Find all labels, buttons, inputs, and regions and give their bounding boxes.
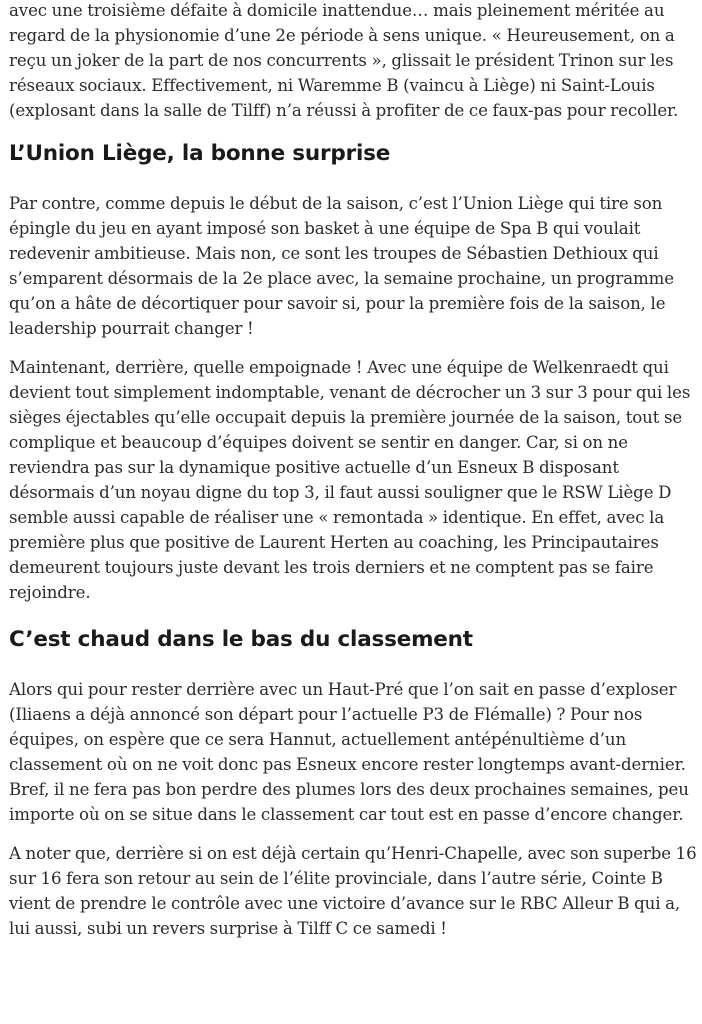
section-heading: L’Union Liège, la bonne surprise [9, 141, 391, 166]
section-heading: C’est chaud dans le bas du classement [9, 627, 473, 652]
article-paragraph: Alors qui pour rester derrière avec un Haut-Pré que l’on sait en passe d’exploser (Iliaens a déjà annoncé son départ pour l’actuelle P3 de Flémalle) ? Pour nos équipes, on espère que ce sera Hannut, actuellement antépénultième d’un classement où on ne voit donc pas Esneux encore rester longtemps avant-dernier. Bref, il ne fera pas bon perdre des plumes lors des deux prochaines semaines, peu importe où on se situe dans le classement car tout est en passe d’encore changer. [9, 680, 689, 824]
article-paragraph: A noter que, derrière si on est déjà certain qu’Henri-Chapelle, avec son superbe 16 sur 16 fera son retour au sein de l’élite provinciale, dans l’autre série, Cointe B vient de prendre le contrôle avec une victoire d’avance sur le RBC Alleur B qui a, lui aussi, subi un revers surprise à Tilff C ce samedi ! [9, 844, 697, 938]
article-paragraph: Par contre, comme depuis le début de la saison, c’est l’Union Liège qui tire son épingle du jeu en ayant imposé son basket à une équipe de Spa B qui voulait redevenir ambitieuse. Mais non, ce sont les troupes de Sébastien Dethioux qui s’emparent désormais de la 2e place avec, la semaine prochaine, un programme qu’on a hâte de décortiquer pour savoir si, pour la première fois de la saison, le leadership pourrait changer ! [9, 194, 674, 338]
article-paragraph: Maintenant, derrière, quelle empoignade ! Avec une équipe de Welkenraedt qui devient tout simplement indomptable, venant de décrocher un 3 sur 3 pour qui les sièges éjectables qu’elle occupait depuis la première journée de la saison, tout se complique et beaucoup d’équipes doivent se sentir en danger. Car, si on ne reviendra pas sur la dynamique positive actuelle d’un Esneux B disposant désormais d’un noyau digne du top 3, il faut aussi souligner que le RSW Liège D semble aussi capable de réaliser une « remontada » identique. En effet, avec la première plus que positive de Laurent Herten au coaching, les Principautaires demeurent toujours juste devant les trois derniers et ne comptent pas se faire rejoindre. [9, 358, 691, 602]
article-paragraph: avec une troisième défaite à domicile inattendue… mais pleinement méritée au regard de la physionomie d’une 2e période à sens unique. « Heureusement, on a reçu un joker de la part de nos concurrents », glissait le président Trinon sur les réseaux sociaux. Effectivement, ni Waremme B (vaincu à Liège) ni Saint-Louis (explosant dans la salle de Tilff) n’a réussi à profiter de ce faux-pas pour recoller. [9, 1, 679, 120]
article-body [9, 0, 697, 955]
